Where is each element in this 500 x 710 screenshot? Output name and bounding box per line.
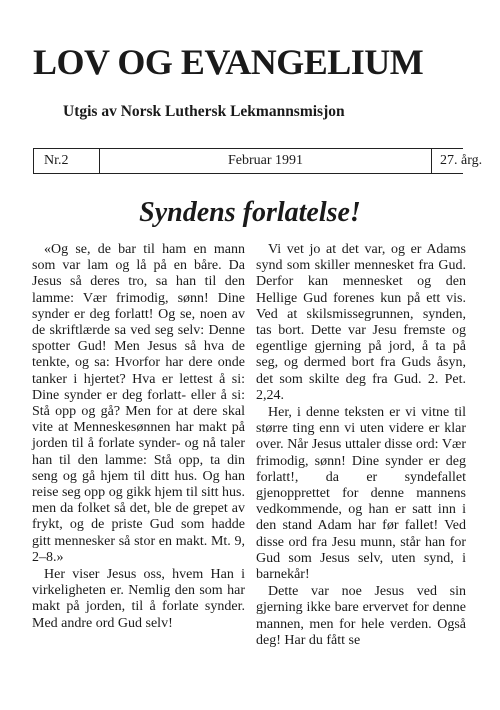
article-paragraph: Her, i denne teksten er vi vitne til større ting enn vi uten videre er klar over. Når Jesus uttaler disse ord: Vær frimodig, sønn! Dine synder er deg forlatt!, da er syndefallet gjenopprettet for denne mannens vedkommende, og han er satt inn i den stand Adam har før fallet! Ved disse ord fra Jesu munn, står han for Gud som Jesus selv, uten synd, i barnekår! [256,405,466,583]
issue-number: Nr.2 [33,149,100,173]
article-paragraph: Vi vet jo at det var, og er Adams synd som skiller mennesket fra Gud. Derfor kan mennesket og den Hellige Gud forenes kun på ett vis. Ved at skilsmissegrunnen, synden, tas bort. Dette var Jesu fremste og egentlige gjerning på jord, å ta på seg, og dermed bort fra Guds åsyn, det som skilte deg fra Gud. 2. Pet. 2,24. [256,242,466,403]
article-paragraph: Her viser Jesus oss, hvem Han i virkeligheten er. Nemlig den som har makt på jorden, til å forlate synder. Med andre ord Gud selv! [32,567,245,631]
masthead-subtitle: Utgis av Norsk Luthersk Lekmannsmisjon [63,103,345,120]
issue-volume: 27. årg. [431,149,497,173]
issue-date: Februar 1991 [227,153,304,168]
article-paragraph: Dette var noe Jesus ved sin gjerning ikke bare ervervet for denne mannen, men for hele verden. Også deg! Har du fått se [256,584,466,648]
article-left-column [32,242,245,632]
article-paragraph: «Og se, de bar til ham en mann som var lam og lå på en båre. Da Jesus så deres tro, sa han til den lamme: Vær frimodig, sønn! Dine synder er deg forlatt! Og se, noen av de skriftlærde sa ved seg selv: Denne spotter Gud! Men Jesus så hva de tenkte, og sa: Hvorfor har dere onde tanker i hjertet? Hva er lettest å si: Dine synder er deg forlatt- eller å si: Stå opp og gå? Men for at dere skal vite at Menneskesønnen har makt på jorden til å forlate synder- og nå taler han til den lamme: Stå opp, ta din seng og gå hjem til ditt hus. Og han reise seg opp og gikk hjem til sitt hus. men da folket så det, ble de grepet av frykt, og de priste Gud som hadde gitt mennesker så stor en makt. Mt. 9, 2–8.» [32,242,245,565]
article-right-column [256,242,466,649]
masthead-title: LOV OG EVANGELIUM [33,42,424,82]
issue-bar [33,148,483,174]
article-title: Syndens forlatelse! [139,197,361,228]
